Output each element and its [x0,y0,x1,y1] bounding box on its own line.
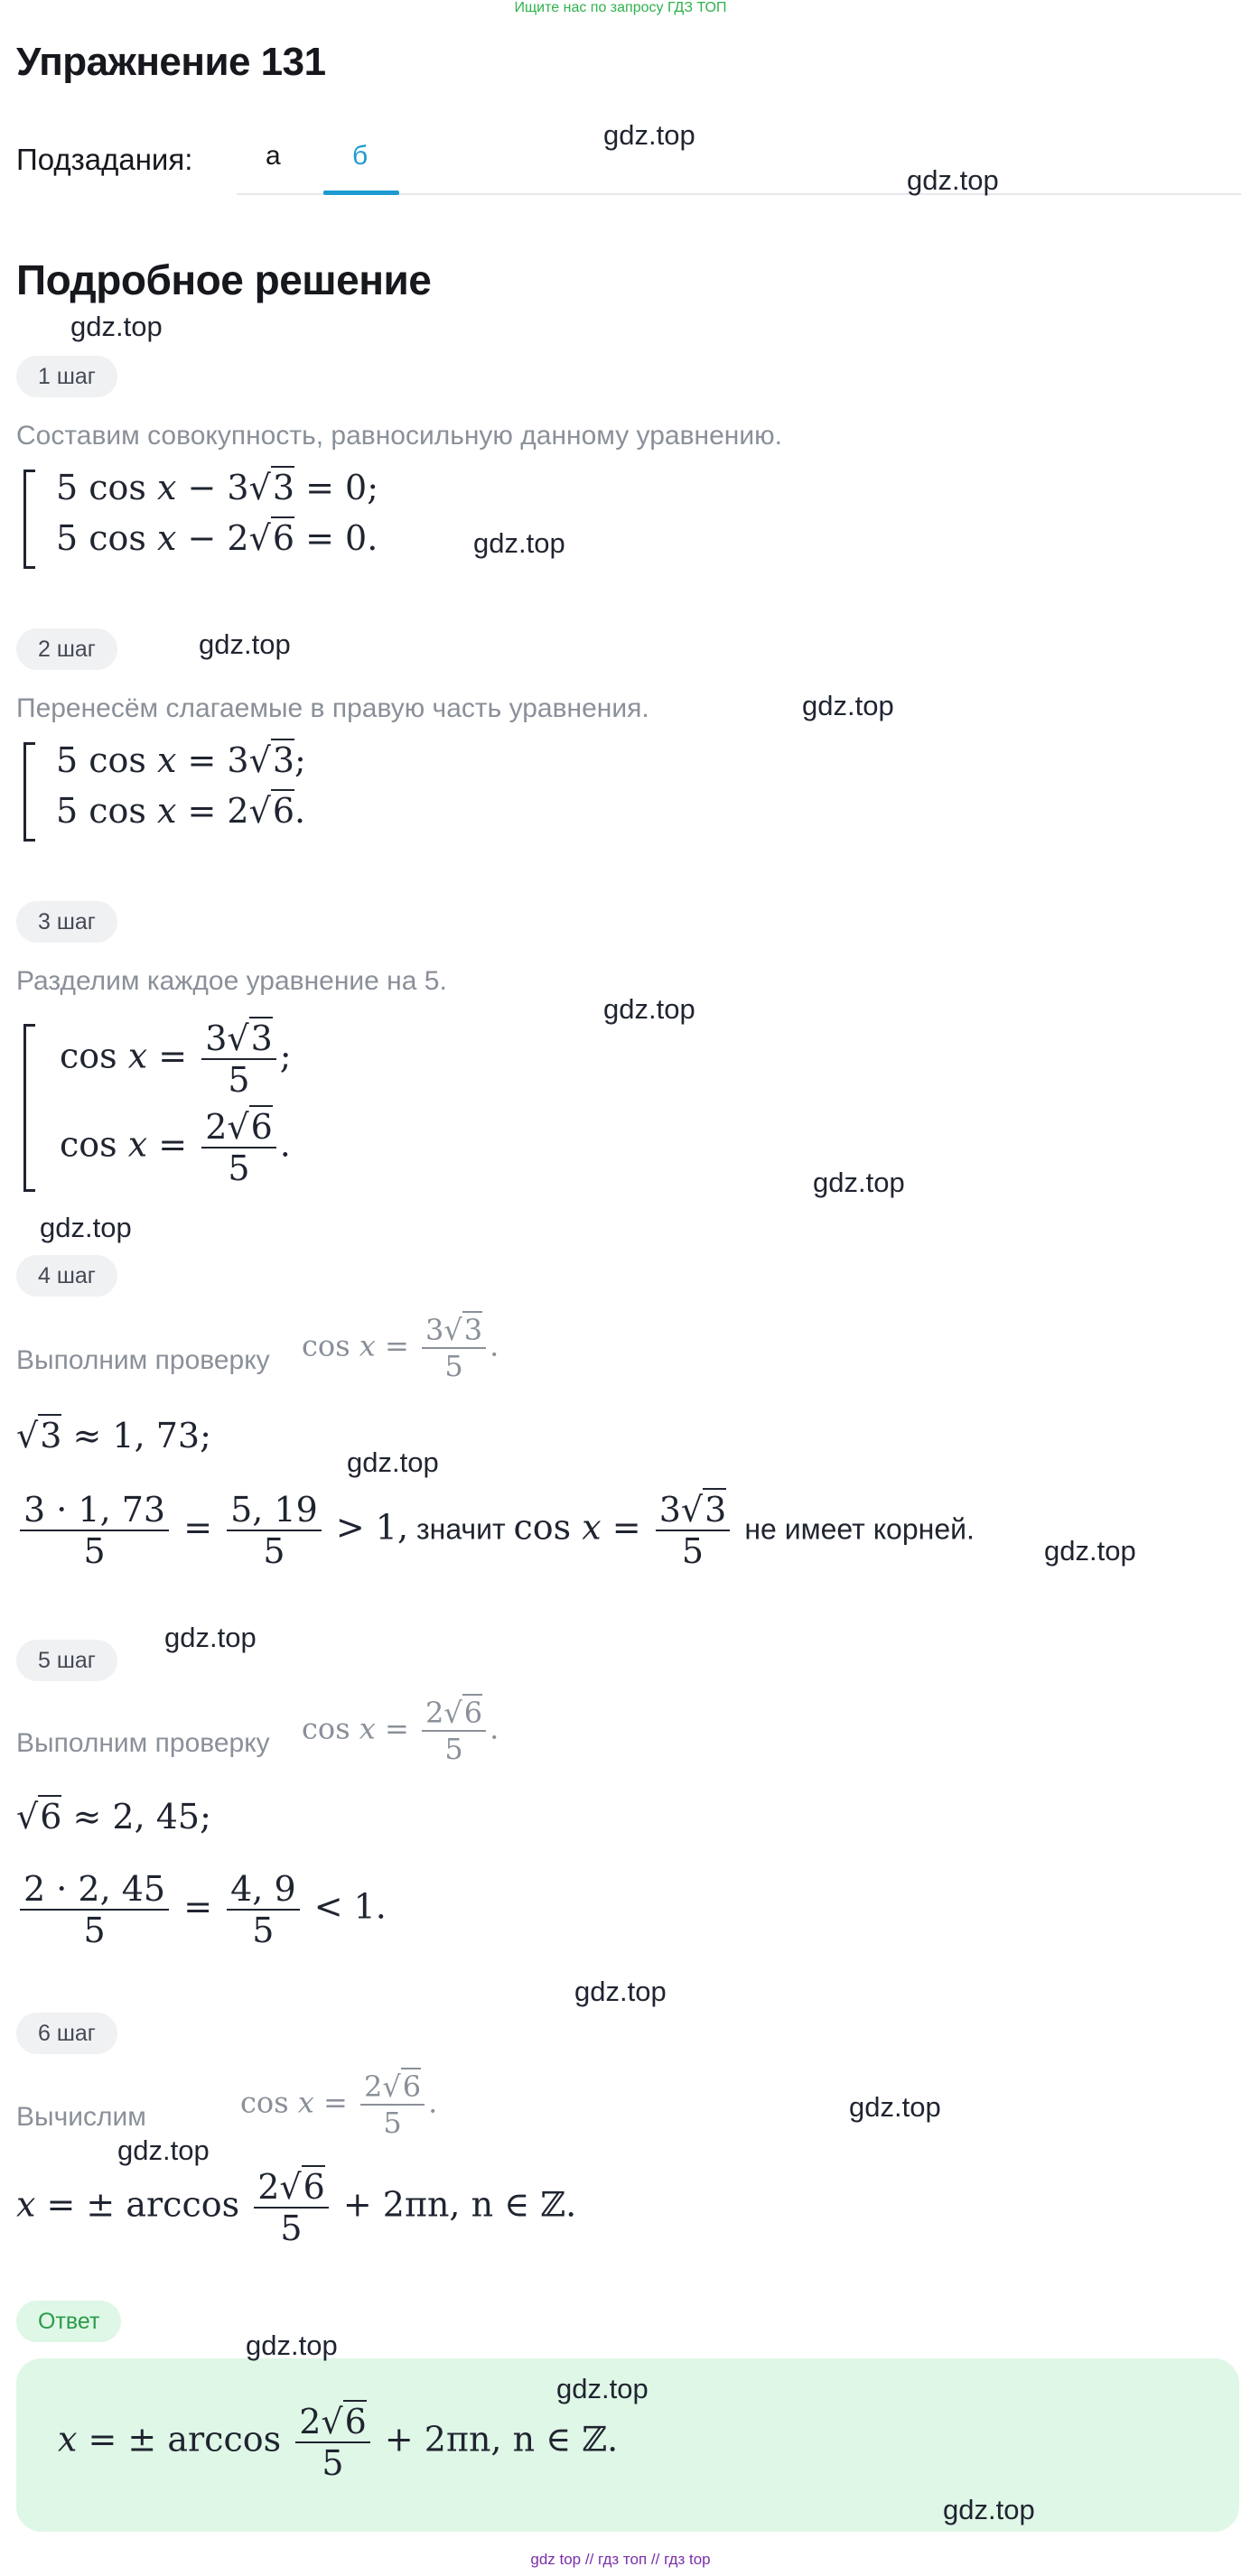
step-1-text: Составим совокупность, равносильную данному уравнению. [16,421,782,451]
watermark: gdz.top [199,628,291,660]
step-5-text: Выполним проверку [16,1728,270,1758]
watermark: gdz.top [849,2091,941,2123]
step-3-line-2: cos x = $\frac{2√6}{5}$ . [60,1107,291,1188]
watermark: gdz.top [70,311,163,342]
watermark: gdz.top [603,119,695,151]
step-5-approx: √6 ≈ 2, 45; [16,1797,211,1837]
tab-subtask-a[interactable]: а [266,141,281,171]
step-4-check: cos x = $\frac{3√3}{5}$ . [302,1313,499,1383]
watermark: gdz.top [246,2330,338,2361]
step-4-badge: 4 шаг [16,1255,117,1297]
step-3-badge: 3 шаг [16,901,117,943]
footer-link[interactable]: гдз top [664,2551,711,2568]
watermark: gdz.top [117,2134,210,2166]
step-6-badge: 6 шаг [16,2013,117,2054]
watermark: gdz.top [802,690,894,721]
watermark: gdz.top [1044,1535,1136,1567]
watermark: gdz.top [347,1446,439,1478]
watermark: gdz.top [574,1976,667,2007]
step-1-line-2: 5 cos x − 2√6 = 0. [56,518,378,558]
watermark: gdz.top [473,527,565,559]
step-6-text: Вычислим [16,2102,146,2132]
footer-link[interactable]: gdz top [530,2551,582,2568]
tab-subtask-b[interactable]: б [352,141,369,171]
watermark: gdz.top [556,2373,648,2404]
step-6-check: cos x = $\frac{2√6}{5}$ . [240,2069,438,2140]
footer-separator: // [584,2551,594,2568]
step-2-line-2: 5 cos x = 2√6. [56,791,306,831]
system-bracket [23,742,35,842]
step-4-calc: $\frac{3 \cdot 1, 73}{5}$ = $\frac{5, 19}{5}$ > 1, значит cos x = $\frac{3√3}{5}$ не имеет корней. [16,1490,975,1571]
active-tab-indicator [323,191,399,195]
watermark: gdz.top [907,164,999,196]
system-bracket [23,1024,35,1192]
page-title: Упражнение 131 [16,40,326,84]
watermark: gdz.top [813,1167,905,1198]
step-5-badge: 5 шаг [16,1640,117,1681]
step-4-approx: √3 ≈ 1, 73; [16,1416,211,1455]
watermark: gdz.top [943,2494,1035,2525]
footer-link[interactable]: гдз топ [598,2551,648,2568]
subtasks-label: Подзадания: [16,143,193,176]
top-search-hint[interactable]: Ищите нас по запросу ГДЗ ТОП [514,0,727,15]
step-5-calc: $\frac{2 \cdot 2, 45}{5}$ = $\frac{4, 9}{5}$ < 1. [16,1869,387,1950]
solution-title: Подробное решение [16,256,432,303]
step-5-check: cos x = $\frac{2√6}{5}$ . [302,1696,499,1766]
footer-separator: // [650,2551,660,2568]
step-2-line-1: 5 cos x = 3√3; [56,740,306,780]
watermark: gdz.top [603,993,695,1025]
step-3-line-1: cos x = $\frac{3√3}{5}$ ; [60,1018,292,1100]
step-1-badge: 1 шаг [16,356,117,397]
step-1-line-1: 5 cos x − 3√3 = 0; [56,468,379,507]
system-bracket [23,470,35,569]
footer-links [0,2551,1241,2569]
answer-formula: x = ± arccos $\frac{2√6}{5}$ + 2πn, n ∈ ℤ. [58,2402,619,2483]
step-4-text: Выполним проверку [16,1345,270,1375]
step-2-badge: 2 шаг [16,628,117,670]
watermark: gdz.top [164,1622,257,1653]
watermark: gdz.top [40,1212,132,1243]
answer-badge: Ответ [16,2301,121,2342]
step-2-text: Перенесём слагаемые в правую часть уравнения. [16,693,649,723]
step-3-text: Разделим каждое уравнение на 5. [16,966,447,996]
step-6-result: x = ± arccos $\frac{2√6}{5}$ + 2πn, n ∈ ℤ. [16,2167,577,2248]
